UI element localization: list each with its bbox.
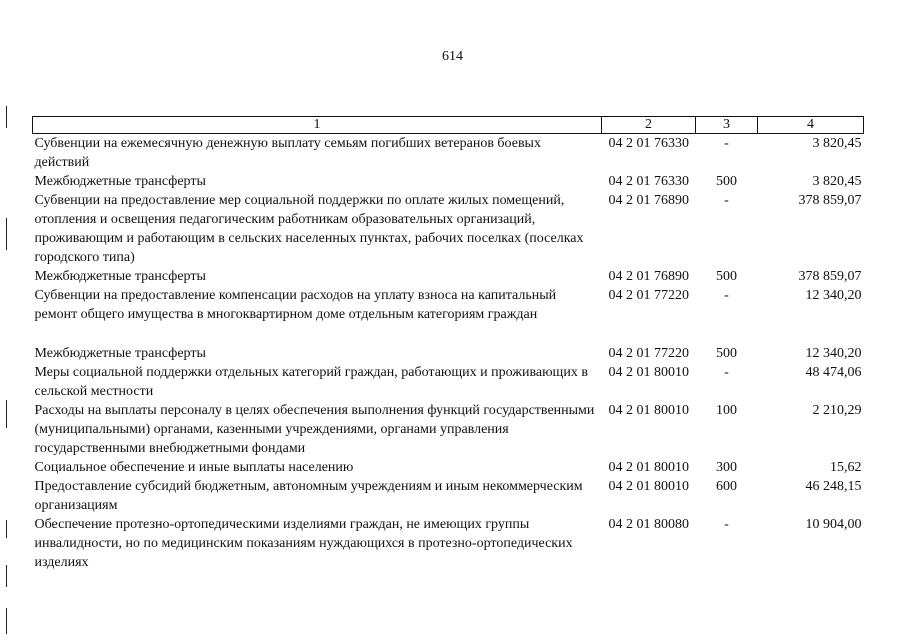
row-amount: 48 474,06 — [805, 365, 862, 380]
row-name: Предоставление субсидий бюджетным, автономным учреждениям и иным некоммерческим организациям — [34, 479, 583, 513]
scan-margin-mark — [6, 608, 7, 634]
row-type: 500 — [716, 346, 737, 361]
row-code: 04 2 01 80010 — [608, 479, 689, 494]
row-name: Расходы на выплаты персоналу в целях обеспечения выполнения функций государственными (муниципальными) органами, казенными учреждениями, органами управления государственными внебюджетными фондами — [34, 403, 595, 456]
row-type: 300 — [716, 460, 737, 475]
row-type: - — [724, 288, 729, 303]
scan-margin-mark — [6, 565, 7, 587]
row-code: 04 2 01 76890 — [608, 269, 689, 284]
row-amount: 378 859,07 — [798, 269, 862, 284]
row-amount: 12 340,20 — [805, 288, 862, 303]
table-row — [33, 267, 864, 286]
row-code: 04 2 01 80010 — [608, 365, 689, 380]
header-row — [33, 117, 864, 134]
row-name: Субвенции на предоставление мер социальной поддержки по оплате жилых помещений, отопления и освещения педагогическим работникам образовательных организаций, проживающим и работающим в сельских населенных пунктах, рабочих поселках (поселках городского типа) — [34, 193, 584, 265]
row-code: 04 2 01 80010 — [608, 460, 689, 475]
row-name: Субвенции на предоставление компенсации расходов на уплату взноса на капитальный ремонт общего имущества в многоквартирном доме отдельным категориям граждан — [34, 288, 557, 322]
table-row — [33, 401, 864, 458]
row-name: Субвенции на ежемесячную денежную выплату семьям погибших ветеранов боевых действий — [34, 136, 541, 170]
table-row — [33, 286, 864, 344]
scan-margin-mark — [6, 218, 7, 250]
budget-table — [32, 116, 864, 572]
row-type: - — [724, 517, 729, 532]
scan-margin-mark — [6, 520, 7, 538]
row-amount: 10 904,00 — [805, 517, 862, 532]
header-cell-amount: 4 — [758, 117, 864, 134]
row-amount: 3 820,45 — [812, 136, 862, 151]
row-name: Меры социальной поддержки отдельных категорий граждан, работающих и проживающих в сельской местности — [34, 365, 588, 399]
row-amount: 2 210,29 — [812, 403, 862, 418]
row-code: 04 2 01 80080 — [608, 517, 689, 532]
row-code: 04 2 01 76890 — [608, 193, 689, 208]
page-number: 614 — [442, 49, 463, 64]
row-type: - — [724, 193, 729, 208]
row-name: Межбюджетные трансферты — [34, 174, 206, 189]
row-name: Межбюджетные трансферты — [34, 269, 206, 284]
scan-margin-mark — [6, 106, 7, 128]
row-name: Социальное обеспечение и иные выплаты населению — [34, 460, 354, 475]
header-cell-code: 2 — [602, 117, 696, 134]
row-type: 100 — [716, 403, 737, 418]
row-type: 600 — [716, 479, 737, 494]
row-amount: 15,62 — [830, 460, 862, 475]
table-row — [33, 458, 864, 477]
row-amount: 3 820,45 — [812, 174, 862, 189]
row-code: 04 2 01 76330 — [608, 136, 689, 151]
header-cell-name: 1 — [33, 117, 602, 134]
row-code: 04 2 01 77220 — [608, 288, 689, 303]
row-name: Межбюджетные трансферты — [34, 346, 206, 361]
row-code: 04 2 01 77220 — [608, 346, 689, 361]
table-row — [33, 344, 864, 363]
row-code: 04 2 01 76330 — [608, 174, 689, 189]
row-code: 04 2 01 80010 — [608, 403, 689, 418]
row-type: 500 — [716, 174, 737, 189]
table-row — [33, 363, 864, 401]
row-name: Обеспечение протезно-ортопедическими изделиями граждан, не имеющих группы инвалидности, но по медицинским показаниям нуждающихся в протезно-ортопедических изделиях — [34, 517, 573, 570]
table-row — [33, 172, 864, 191]
row-type: - — [724, 365, 729, 380]
header-cell-type: 3 — [696, 117, 758, 134]
table-row — [33, 191, 864, 267]
table-row — [33, 515, 864, 572]
table-row — [33, 134, 864, 173]
row-amount: 378 859,07 — [798, 193, 862, 208]
row-amount: 46 248,15 — [805, 479, 862, 494]
row-type: 500 — [716, 269, 737, 284]
table-row — [33, 477, 864, 515]
row-type: - — [724, 136, 729, 151]
row-amount: 12 340,20 — [805, 346, 862, 361]
scan-margin-mark — [6, 400, 7, 428]
